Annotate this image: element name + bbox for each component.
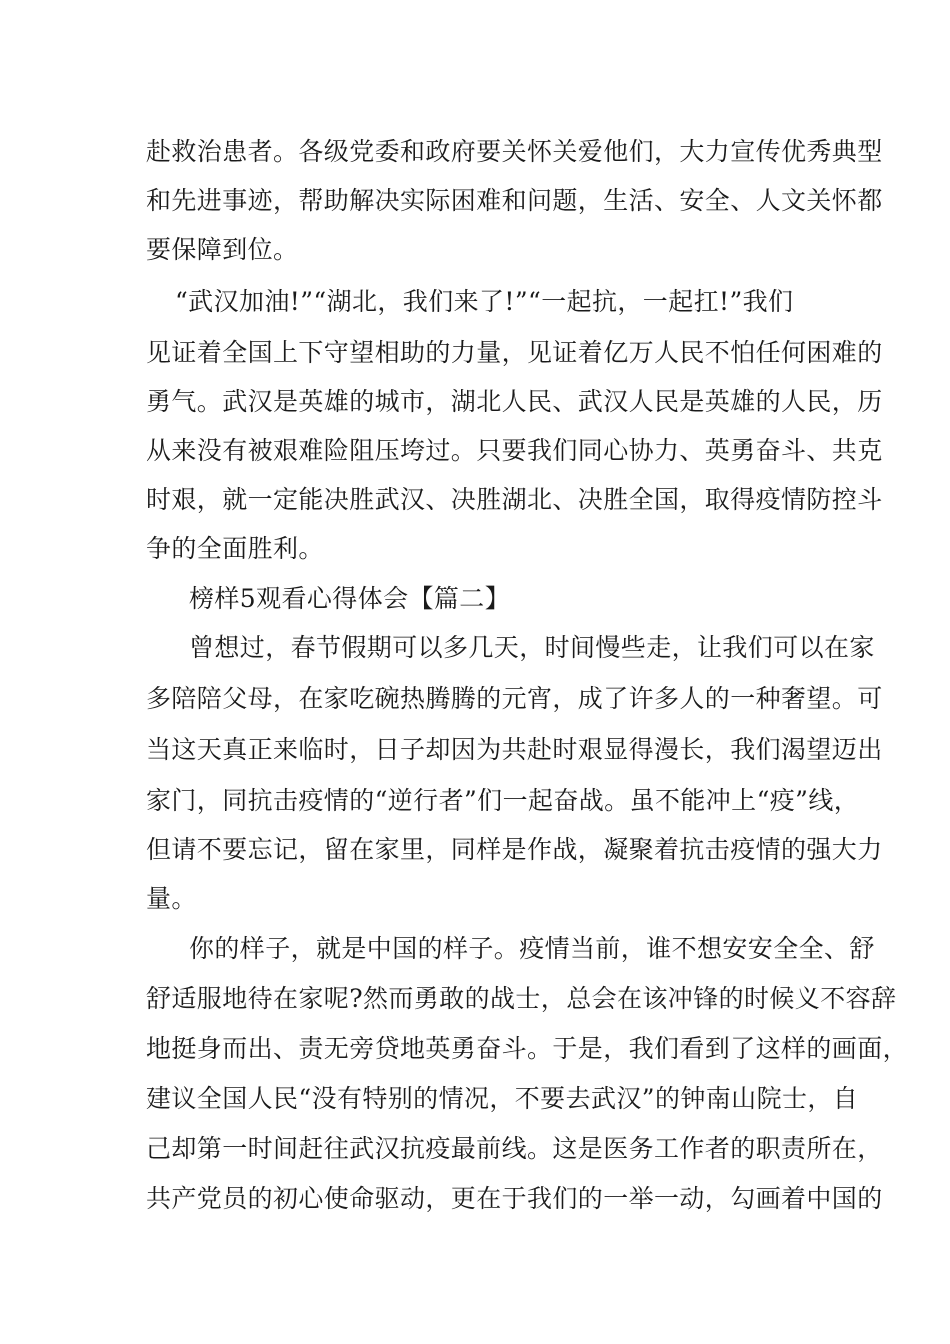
paragraph-start-line: “武汉加油!”“湖北，我们来了!”“一起抗，一起扛!”我们 <box>175 287 794 316</box>
section-heading: 榜样5观看心得体会【篇二】 <box>189 584 511 613</box>
body-text-line: 多陪陪父母，在家吃碗热腾腾的元宵，成了许多人的一种奢望。可 <box>146 684 883 713</box>
body-text-line: 时艰，就一定能决胜武汉、决胜湖北、决胜全国，取得疫情防控斗 <box>146 485 883 514</box>
body-text-line: 从来没有被艰难险阻压垮过。只要我们同心协力、英勇奋斗、共克 <box>146 436 883 465</box>
body-text-line: 争的全面胜利。 <box>146 534 324 563</box>
paragraph-start-line: 你的样子，就是中国的样子。疫情当前，谁不想安安全全、舒 <box>189 934 875 963</box>
paragraph-start-line: 曾想过，春节假期可以多几天，时间慢些走，让我们可以在家 <box>189 633 875 662</box>
body-text-line: 赴救治患者。各级党委和政府要关怀关爱他们，大力宣传优秀典型 <box>146 137 883 166</box>
body-text-line: 要保障到位。 <box>146 235 299 264</box>
body-text-line: 但请不要忘记，留在家里，同样是作战，凝聚着抗击疫情的强大力 <box>146 835 883 864</box>
body-text-line: 量。 <box>146 884 197 913</box>
body-text-line: 地挺身而出、责无旁贷地英勇奋斗。于是，我们看到了这样的画面， <box>146 1034 909 1063</box>
body-text-line: 舒适服地待在家呢?然而勇敢的战士，总会在该冲锋的时候义不容辞 <box>146 984 897 1013</box>
body-text-line: 共产党员的初心使命驱动，更在于我们的一举一动，勾画着中国的 <box>146 1184 883 1213</box>
body-text-line: 当这天真正来临时，日子却因为共赴时艰显得漫长，我们渴望迈出 <box>146 735 883 764</box>
body-text-line: 建议全国人民“没有特别的情况，不要去武汉”的钟南山院士，自 <box>146 1084 859 1113</box>
body-text-line: 和先进事迹，帮助解决实际困难和问题，生活、安全、人文关怀都 <box>146 186 883 215</box>
body-text-line: 见证着全国上下守望相助的力量，见证着亿万人民不怕任何困难的 <box>146 338 883 367</box>
body-text-line: 己却第一时间赶往武汉抗疫最前线。这是医务工作者的职责所在， <box>146 1134 883 1163</box>
body-text-line: 勇气。武汉是英雄的城市，湖北人民、武汉人民是英雄的人民，历 <box>146 387 883 416</box>
body-text-line: 家门，同抗击疫情的“逆行者”们一起奋战。虽不能冲上“疫”线， <box>146 786 860 815</box>
